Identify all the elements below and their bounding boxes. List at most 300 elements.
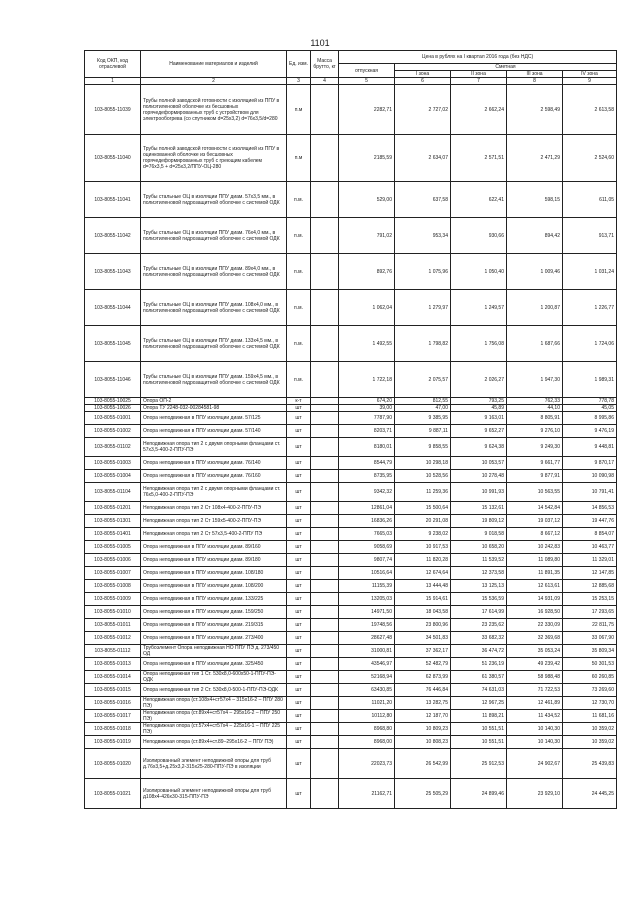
zone-2-price-cell: 12 967,25	[451, 697, 507, 710]
mass-cell	[311, 779, 339, 809]
zone-4-price-cell: 19 447,76	[563, 515, 617, 528]
column-number: 9	[563, 78, 617, 85]
release-price-cell: 791,02	[339, 218, 395, 254]
release-price-cell: 8968,80	[339, 723, 395, 736]
mass-cell	[311, 470, 339, 483]
zone-1-price-cell: 62 873,99	[395, 671, 451, 684]
product-code-cell: 103-8055-01007	[85, 567, 141, 580]
zone-1-price-cell: 37 362,17	[395, 645, 451, 658]
header-price-group: Цена в рублях на I квартал 2016 года (без НДС)	[339, 51, 617, 64]
release-price-cell: 52168,94	[339, 671, 395, 684]
zone-2-price-cell: 15 536,59	[451, 593, 507, 606]
table-row	[85, 723, 617, 736]
table-row	[85, 606, 617, 619]
release-price-cell: 892,76	[339, 254, 395, 290]
zone-2-price-cell: 1 249,57	[451, 290, 507, 326]
zone-3-price-cell: 11 089,80	[507, 554, 563, 567]
table-row	[85, 254, 617, 290]
release-price-cell: 8203,71	[339, 425, 395, 438]
header-release: отпускная	[339, 64, 395, 78]
product-code-cell: 103-8055-11044	[85, 290, 141, 326]
zone-1-price-cell: 25 505,29	[395, 779, 451, 809]
zone-1-price-cell: 23 800,96	[395, 619, 451, 632]
release-price-cell: 28627,48	[339, 632, 395, 645]
mass-cell	[311, 749, 339, 779]
unit-cell: шт	[287, 619, 311, 632]
mass-cell	[311, 182, 339, 218]
mass-cell	[311, 425, 339, 438]
product-code-cell: 103-8055-01016	[85, 697, 141, 710]
release-price-cell: 2282,71	[339, 85, 395, 135]
release-price-cell: 39,00	[339, 405, 395, 412]
zone-3-price-cell: 12 461,89	[507, 697, 563, 710]
release-price-cell: 674,20	[339, 398, 395, 405]
product-code-cell: 103-8055-11041	[85, 182, 141, 218]
unit-cell: п.м.	[287, 326, 311, 362]
product-code-cell: 103-8055-11043	[85, 254, 141, 290]
product-name-cell: Опора неподвижная в ППУ изоляции диам. 89/160	[141, 541, 287, 554]
table-row	[85, 736, 617, 749]
zone-1-price-cell: 812,55	[395, 398, 451, 405]
table-row	[85, 85, 617, 135]
table-row	[85, 515, 617, 528]
unit-cell: шт	[287, 528, 311, 541]
header-zone-2: II зона	[451, 71, 507, 78]
unit-cell: шт	[287, 645, 311, 658]
table-row	[85, 425, 617, 438]
column-number: 1	[85, 78, 141, 85]
zone-1-price-cell: 76 446,84	[395, 684, 451, 697]
header-code: Код ОКП, код отраслевой	[85, 51, 141, 78]
zone-1-price-cell: 10 809,23	[395, 723, 451, 736]
header-zone-4: IV зона	[563, 71, 617, 78]
column-number: 2	[141, 78, 287, 85]
product-name-cell: Опора неподвижная в ППУ изоляции диам. 57/140	[141, 425, 287, 438]
zone-3-price-cell: 14 931,09	[507, 593, 563, 606]
mass-cell	[311, 645, 339, 658]
unit-cell: к-т	[287, 398, 311, 405]
zone-2-price-cell: 10 991,93	[451, 483, 507, 502]
mass-cell	[311, 326, 339, 362]
product-name-cell: Неподвижная опора тип 2 Ст 108х4-400-2-ППУ-ПЭ	[141, 502, 287, 515]
release-price-cell: 7665,03	[339, 528, 395, 541]
mass-cell	[311, 254, 339, 290]
release-price-cell: 8968,00	[339, 736, 395, 749]
mass-cell	[311, 457, 339, 470]
column-number: 4	[311, 78, 339, 85]
zone-1-price-cell: 26 542,99	[395, 749, 451, 779]
unit-cell: шт	[287, 736, 311, 749]
unit-cell: п.м	[287, 85, 311, 135]
product-name-cell: Опора неподвижная в ППУ изоляции диам. 273/400	[141, 632, 287, 645]
zone-2-price-cell: 45,89	[451, 405, 507, 412]
zone-2-price-cell: 24 899,46	[451, 779, 507, 809]
column-number: 6	[395, 78, 451, 85]
zone-4-price-cell: 10 463,77	[563, 541, 617, 554]
zone-1-price-cell: 9 858,55	[395, 438, 451, 457]
zone-4-price-cell: 14 856,53	[563, 502, 617, 515]
table-row	[85, 218, 617, 254]
product-name-cell: Опора неподвижная тип 1 Ст. 530х8,0-600х50-1-ППУ-ПЭ-ОДК	[141, 671, 287, 684]
zone-2-price-cell: 2 026,27	[451, 362, 507, 398]
zone-4-price-cell: 24 445,25	[563, 779, 617, 809]
zone-2-price-cell: 33 682,32	[451, 632, 507, 645]
table-row	[85, 658, 617, 671]
release-price-cell: 1 492,55	[339, 326, 395, 362]
unit-cell: шт	[287, 749, 311, 779]
product-name-cell: Опора неподвижная в ППУ изоляции диам. 219/315	[141, 619, 287, 632]
unit-cell: шт	[287, 438, 311, 457]
product-code-cell: 103-8055-11042	[85, 218, 141, 254]
zone-2-price-cell: 36 474,72	[451, 645, 507, 658]
table-row	[85, 684, 617, 697]
zone-1-price-cell: 2 075,57	[395, 362, 451, 398]
mass-cell	[311, 619, 339, 632]
mass-cell	[311, 218, 339, 254]
table-row	[85, 645, 617, 658]
product-name-cell: Опора неподвижная в ППУ изоляции диам. 325/450	[141, 658, 287, 671]
zone-3-price-cell: 24 902,67	[507, 749, 563, 779]
product-name-cell: Трубы стальные ОЦ в изоляции ППУ диам. 133х4,5 мм., в полиэтиленовой гидрозащитной оболочке с системой ОДК	[141, 326, 287, 362]
zone-1-price-cell: 9 385,95	[395, 412, 451, 425]
unit-cell: шт	[287, 606, 311, 619]
zone-4-price-cell: 778,78	[563, 398, 617, 405]
zone-1-price-cell: 1 075,96	[395, 254, 451, 290]
product-code-cell: 103-8055-01013	[85, 658, 141, 671]
product-code-cell: 103-8055-01008	[85, 580, 141, 593]
zone-1-price-cell: 1 798,82	[395, 326, 451, 362]
zone-4-price-cell: 60 260,85	[563, 671, 617, 684]
zone-2-price-cell: 61 380,57	[451, 671, 507, 684]
zone-2-price-cell: 10 551,51	[451, 736, 507, 749]
release-price-cell: 1 722,18	[339, 362, 395, 398]
release-price-cell: 11021,20	[339, 697, 395, 710]
release-price-cell: 2185,59	[339, 135, 395, 182]
unit-cell: шт	[287, 779, 311, 809]
mass-cell	[311, 515, 339, 528]
mass-cell	[311, 736, 339, 749]
product-name-cell: Опора неподвижная в ППУ изоляции диам. 133/225	[141, 593, 287, 606]
price-table	[84, 50, 617, 809]
product-name-cell: Трубы стальные ОЦ в изоляции ППУ диам. 159х4,5 мм., в полиэтиленовой гидрозащитной оболочке с системой ОДК	[141, 362, 287, 398]
zone-2-price-cell: 12 373,58	[451, 567, 507, 580]
product-name-cell: Неподвижная опора (ст.89х4+ст57х4 – 295х16-2 – ППУ 250 ПЭ)	[141, 710, 287, 723]
table-row	[85, 290, 617, 326]
header-estimate: Сметная	[395, 64, 617, 71]
product-code-cell: 103-8055-01017	[85, 710, 141, 723]
mass-cell	[311, 290, 339, 326]
release-price-cell: 7787,90	[339, 412, 395, 425]
zone-3-price-cell: 12 613,61	[507, 580, 563, 593]
product-name-cell: Изолированный элемент неподвижной опоры для труб д.76х3,5+д.25х3,2-315х25-280-ППУ-ПЭ в изоляции	[141, 749, 287, 779]
zone-1-price-cell: 15 500,64	[395, 502, 451, 515]
table-row	[85, 412, 617, 425]
table-row	[85, 593, 617, 606]
zone-3-price-cell: 1 947,30	[507, 362, 563, 398]
zone-4-price-cell: 9 870,17	[563, 457, 617, 470]
zone-3-price-cell: 10 563,55	[507, 483, 563, 502]
header-zone-3: III зона	[507, 71, 563, 78]
mass-cell	[311, 671, 339, 684]
mass-cell	[311, 85, 339, 135]
product-name-cell: Неподвижная опора (ст.108х4+ст57х4 – 315х16-2 – ППУ 280 ПЭ)	[141, 697, 287, 710]
zone-4-price-cell: 10 359,02	[563, 723, 617, 736]
unit-cell: шт	[287, 684, 311, 697]
zone-3-price-cell: 9 877,91	[507, 470, 563, 483]
product-code-cell: 103-8055-01001	[85, 412, 141, 425]
release-price-cell: 10516,64	[339, 567, 395, 580]
unit-cell: шт	[287, 632, 311, 645]
unit-cell: шт	[287, 515, 311, 528]
mass-cell	[311, 697, 339, 710]
product-name-cell: Опора ОП-2	[141, 398, 287, 405]
release-price-cell: 21162,71	[339, 779, 395, 809]
release-price-cell: 9342,32	[339, 483, 395, 502]
zone-2-price-cell: 51 236,19	[451, 658, 507, 671]
release-price-cell: 31000,81	[339, 645, 395, 658]
zone-2-price-cell: 9 652,27	[451, 425, 507, 438]
zone-3-price-cell: 44,10	[507, 405, 563, 412]
product-code-cell: 103-8055-10026	[85, 405, 141, 412]
zone-3-price-cell: 71 722,53	[507, 684, 563, 697]
product-name-cell: Неподвижная опора (ст.57х4+ст57х4 – 225х16-1 – ППУ 225 ПЭ)	[141, 723, 287, 736]
zone-2-price-cell: 2 571,51	[451, 135, 507, 182]
release-price-cell: 43546,97	[339, 658, 395, 671]
product-code-cell: 103-8055-01018	[85, 723, 141, 736]
release-price-cell: 10112,80	[339, 710, 395, 723]
zone-1-price-cell: 20 291,08	[395, 515, 451, 528]
zone-4-price-cell: 611,05	[563, 182, 617, 218]
unit-cell: шт	[287, 593, 311, 606]
zone-2-price-cell: 10 278,48	[451, 470, 507, 483]
release-price-cell: 13205,03	[339, 593, 395, 606]
zone-1-price-cell: 11 259,36	[395, 483, 451, 502]
product-name-cell: Опора неподвижная в ППУ изоляции диам. 159/250	[141, 606, 287, 619]
unit-cell: шт	[287, 554, 311, 567]
zone-3-price-cell: 11 891,35	[507, 567, 563, 580]
header-mass: Масса брутто, кг	[311, 51, 339, 78]
zone-2-price-cell: 2 662,24	[451, 85, 507, 135]
release-price-cell: 8735,95	[339, 470, 395, 483]
release-price-cell: 9058,69	[339, 541, 395, 554]
unit-cell: шт	[287, 697, 311, 710]
mass-cell	[311, 554, 339, 567]
zone-4-price-cell: 9 448,81	[563, 438, 617, 457]
product-name-cell: Опора неподвижная в ППУ изоляции диам. 108/200	[141, 580, 287, 593]
mass-cell	[311, 684, 339, 697]
table-row	[85, 457, 617, 470]
zone-1-price-cell: 34 501,83	[395, 632, 451, 645]
zone-1-price-cell: 11 820,28	[395, 554, 451, 567]
zone-2-price-cell: 10 551,51	[451, 723, 507, 736]
zone-4-price-cell: 2 613,58	[563, 85, 617, 135]
zone-4-price-cell: 12 147,85	[563, 567, 617, 580]
zone-4-price-cell: 45,05	[563, 405, 617, 412]
product-code-cell: 103-8055-01104	[85, 483, 141, 502]
zone-4-price-cell: 33 067,90	[563, 632, 617, 645]
product-code-cell: 103-8055-01011	[85, 619, 141, 632]
zone-4-price-cell: 8 995,86	[563, 412, 617, 425]
zone-2-price-cell: 23 235,62	[451, 619, 507, 632]
product-code-cell: 103-8055-01005	[85, 541, 141, 554]
unit-cell: шт	[287, 502, 311, 515]
table-row	[85, 502, 617, 515]
release-price-cell: 8180,01	[339, 438, 395, 457]
release-price-cell: 19748,56	[339, 619, 395, 632]
unit-cell: шт	[287, 405, 311, 412]
product-code-cell: 103-8055-01102	[85, 438, 141, 457]
zone-1-price-cell: 15 914,61	[395, 593, 451, 606]
table-body	[85, 85, 617, 809]
zone-1-price-cell: 10 528,56	[395, 470, 451, 483]
mass-cell	[311, 135, 339, 182]
product-name-cell: Опора неподвижная тип 2 Ст. 530х8,0-500-1-ППУ-ПЭ-ОДК	[141, 684, 287, 697]
column-number: 3	[287, 78, 311, 85]
product-name-cell: Трубы стальные ОЦ в изоляции ППУ диам. 89х4,0 мм., в полиэтиленовой гидрозащитной оболочке с системой ОДК	[141, 254, 287, 290]
zone-3-price-cell: 1 009,46	[507, 254, 563, 290]
product-name-cell: Опора неподвижная в ППУ изоляции диам. 89/180	[141, 554, 287, 567]
product-name-cell: Опора неподвижная в ППУ изоляции диам. 76/160	[141, 470, 287, 483]
zone-4-price-cell: 50 301,53	[563, 658, 617, 671]
release-price-cell: 11155,39	[339, 580, 395, 593]
product-code-cell: 103-8055-01002	[85, 425, 141, 438]
zone-2-price-cell: 9 624,38	[451, 438, 507, 457]
zone-2-price-cell: 19 809,12	[451, 515, 507, 528]
zone-4-price-cell: 1 989,31	[563, 362, 617, 398]
zone-1-price-cell: 12 674,64	[395, 567, 451, 580]
zone-4-price-cell: 35 809,34	[563, 645, 617, 658]
product-code-cell: 103-8055-01401	[85, 528, 141, 541]
mass-cell	[311, 528, 339, 541]
unit-cell: шт	[287, 671, 311, 684]
unit-cell: шт	[287, 425, 311, 438]
zone-1-price-cell: 12 187,70	[395, 710, 451, 723]
zone-2-price-cell: 1 756,08	[451, 326, 507, 362]
zone-1-price-cell: 1 279,97	[395, 290, 451, 326]
zone-4-price-cell: 1 031,24	[563, 254, 617, 290]
product-name-cell: Трубы стальные ОЦ в изоляции ППУ диам. 76х4,0 мм., в полиэтиленовой гидрозащитной оболочке с системой ОДК	[141, 218, 287, 254]
zone-3-price-cell: 8 805,91	[507, 412, 563, 425]
mass-cell	[311, 723, 339, 736]
product-code-cell: 103-8055-01012	[85, 632, 141, 645]
table-row	[85, 710, 617, 723]
zone-4-price-cell: 8 854,07	[563, 528, 617, 541]
header-unit: Ед. изм.	[287, 51, 311, 78]
unit-cell: шт	[287, 470, 311, 483]
zone-1-price-cell: 13 444,48	[395, 580, 451, 593]
zone-4-price-cell: 2 524,60	[563, 135, 617, 182]
zone-1-price-cell: 18 043,58	[395, 606, 451, 619]
mass-cell	[311, 710, 339, 723]
zone-2-price-cell: 74 631,03	[451, 684, 507, 697]
release-price-cell: 529,00	[339, 182, 395, 218]
unit-cell: п.м.	[287, 218, 311, 254]
mass-cell	[311, 606, 339, 619]
product-code-cell: 103-8055-11039	[85, 85, 141, 135]
zone-3-price-cell: 598,15	[507, 182, 563, 218]
table-row	[85, 554, 617, 567]
zone-2-price-cell: 930,66	[451, 218, 507, 254]
zone-3-price-cell: 2 471,29	[507, 135, 563, 182]
zone-2-price-cell: 11 539,52	[451, 554, 507, 567]
zone-1-price-cell: 10 808,23	[395, 736, 451, 749]
zone-3-price-cell: 894,42	[507, 218, 563, 254]
mass-cell	[311, 412, 339, 425]
zone-3-price-cell: 10 140,30	[507, 736, 563, 749]
header-name: Наименование материалов и изделий	[141, 51, 287, 78]
release-price-cell: 63430,85	[339, 684, 395, 697]
product-code-cell: 103-8055-01019	[85, 736, 141, 749]
product-code-cell: 103-8055-01112	[85, 645, 141, 658]
zone-2-price-cell: 15 132,61	[451, 502, 507, 515]
unit-cell: шт	[287, 483, 311, 502]
zone-4-price-cell: 17 293,65	[563, 606, 617, 619]
product-code-cell: 103-8055-01003	[85, 457, 141, 470]
product-name-cell: Неподвижная опора тип 2 Ст 57х3,5-400-2-ППУ ПЭ	[141, 528, 287, 541]
zone-3-price-cell: 58 988,48	[507, 671, 563, 684]
zone-3-price-cell: 8 667,12	[507, 528, 563, 541]
column-number: 8	[507, 78, 563, 85]
mass-cell	[311, 438, 339, 457]
table-row	[85, 671, 617, 684]
product-code-cell: 103-8055-11040	[85, 135, 141, 182]
product-name-cell: Неподвижная опора тип 2 с двумя опорными фланцами ст. 57х3,5-400-2-ППУ-ПЭ	[141, 438, 287, 457]
zone-3-price-cell: 2 598,49	[507, 85, 563, 135]
mass-cell	[311, 405, 339, 412]
zone-3-price-cell: 32 369,68	[507, 632, 563, 645]
zone-1-price-cell: 953,34	[395, 218, 451, 254]
product-name-cell: Изолированный элемент неподвижной опоры для труб д108х4-426х30-315-ППУ-ПЭ	[141, 779, 287, 809]
product-name-cell: Опора неподвижная в ППУ изоляции диам. 108/180	[141, 567, 287, 580]
table-row	[85, 326, 617, 362]
unit-cell: шт	[287, 541, 311, 554]
zone-2-price-cell: 622,41	[451, 182, 507, 218]
table-row	[85, 438, 617, 457]
zone-3-price-cell: 10 242,83	[507, 541, 563, 554]
unit-cell: шт	[287, 580, 311, 593]
table-row	[85, 567, 617, 580]
header-zone-1: I зона	[395, 71, 451, 78]
zone-3-price-cell: 10 140,30	[507, 723, 563, 736]
zone-2-price-cell: 13 125,13	[451, 580, 507, 593]
mass-cell	[311, 593, 339, 606]
zone-1-price-cell: 2 634,07	[395, 135, 451, 182]
unit-cell: п.м	[287, 135, 311, 182]
table-row	[85, 405, 617, 412]
zone-1-price-cell: 637,58	[395, 182, 451, 218]
zone-2-price-cell: 10 053,57	[451, 457, 507, 470]
product-code-cell: 103-8055-11045	[85, 326, 141, 362]
unit-cell: п.м.	[287, 182, 311, 218]
zone-3-price-cell: 11 434,52	[507, 710, 563, 723]
zone-1-price-cell: 9 238,02	[395, 528, 451, 541]
zone-4-price-cell: 10 090,98	[563, 470, 617, 483]
zone-3-price-cell: 22 330,09	[507, 619, 563, 632]
zone-1-price-cell: 9 887,11	[395, 425, 451, 438]
product-code-cell: 103-8055-01015	[85, 684, 141, 697]
unit-cell: п.м.	[287, 254, 311, 290]
zone-4-price-cell: 9 476,19	[563, 425, 617, 438]
unit-cell: шт	[287, 658, 311, 671]
product-code-cell: 103-8055-01301	[85, 515, 141, 528]
mass-cell	[311, 567, 339, 580]
product-name-cell: Трубы полной заводской готовности с изоляцией из ППУ в полиэтиленовой оболочке из бесшовных горячедеформированных труб с устройством для электрообогрева (со спутником d=25х3,2) d=76х3,5/d=280	[141, 85, 287, 135]
table-row	[85, 619, 617, 632]
zone-2-price-cell: 793,25	[451, 398, 507, 405]
column-number: 7	[451, 78, 507, 85]
zone-4-price-cell: 22 811,75	[563, 619, 617, 632]
release-price-cell: 8544,79	[339, 457, 395, 470]
